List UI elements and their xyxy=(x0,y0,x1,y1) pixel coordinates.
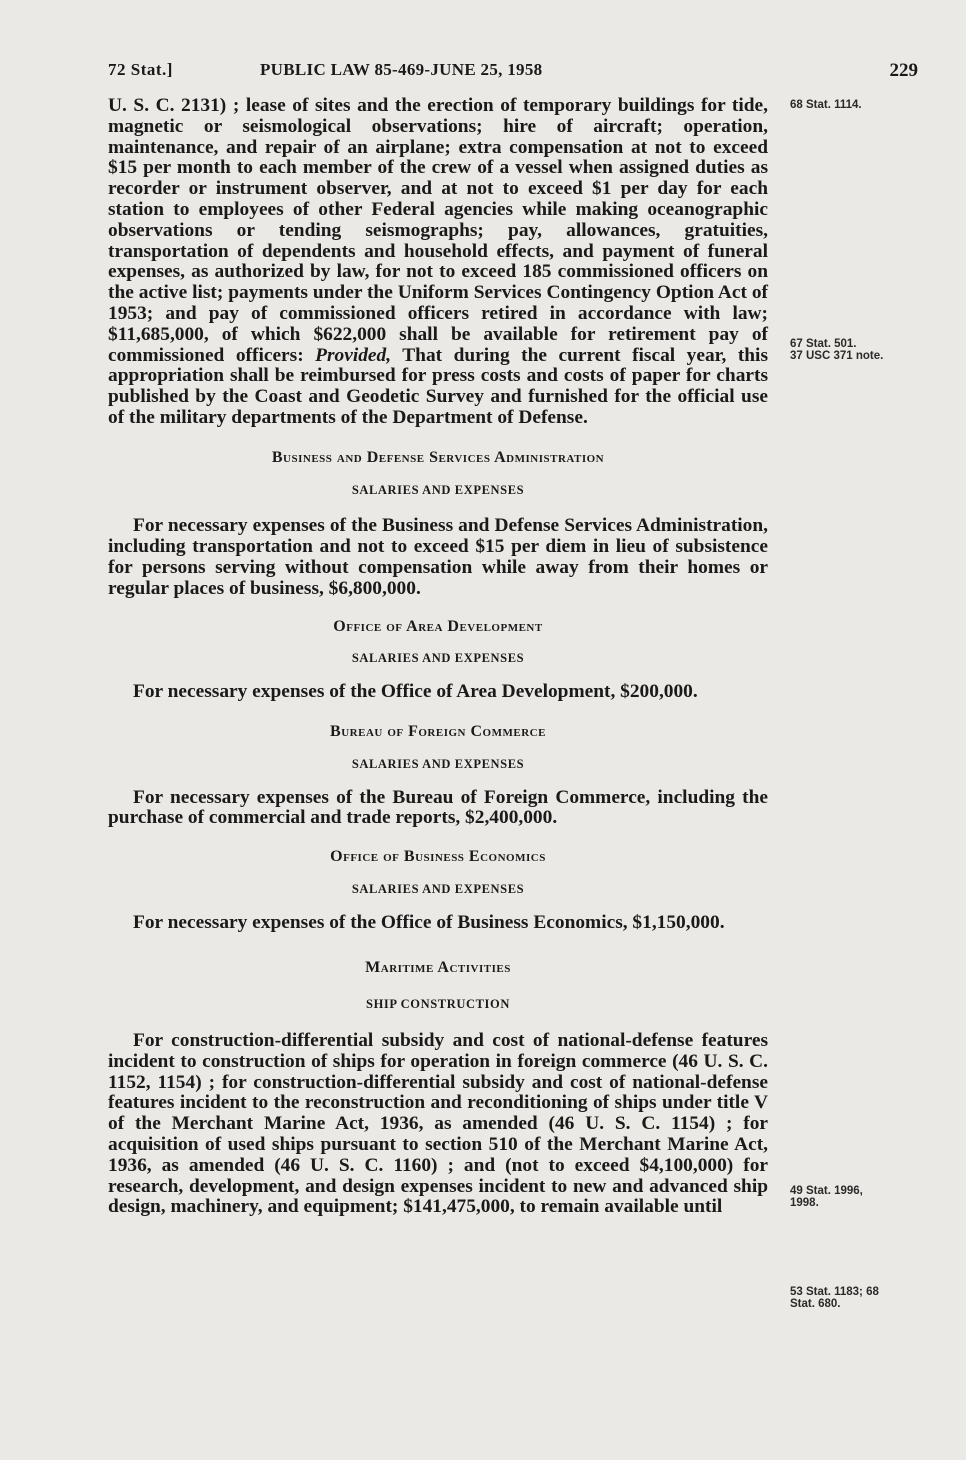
margin-note-53-stat-1183 xyxy=(790,1286,940,1310)
subheading-oad: SALARIES AND EXPENSES xyxy=(351,651,525,666)
margin-note-line: 1998. xyxy=(790,1197,819,1209)
margin-note-line: Stat. 680. xyxy=(790,1298,841,1310)
heading-oad: Office of Area Development xyxy=(333,617,543,635)
subheading-ship-construction: SHIP CONSTRUCTION xyxy=(366,997,510,1012)
paragraph-bfc: For necessary expenses of the Bureau of Foreign Commerce, including the purchase of commercial and trade reports, $2,400,000. xyxy=(108,786,768,829)
paragraph-oad: For necessary expenses of the Office of Area Development, $200,000. xyxy=(133,681,698,703)
page-number: 229 xyxy=(889,60,918,81)
running-head xyxy=(108,60,918,84)
margin-note-67-stat-501 xyxy=(790,338,940,362)
stat-volume: 72 Stat.] xyxy=(108,60,173,79)
margin-note-68-stat-1114 xyxy=(790,99,940,111)
heading-bdsa: Business and Defense Services Administration xyxy=(271,448,605,466)
subheading-bfc: SALARIES AND EXPENSES xyxy=(351,756,525,771)
heading-bfc: Bureau of Foreign Commerce xyxy=(330,722,546,740)
paragraph-coast-survey-part2: That during the current fiscal year, this appropriation shall be reimbursed for press costs and costs of paper for charts published by the Coast and Geodetic Survey and furnished for the official use of the military departments of the Department of Defense. xyxy=(108,344,768,428)
paragraph-ship-construction: For construction-differential subsidy and cost of national-defense features incident to construction of ships for operation in foreign commerce (46 U. S. C. 1152, 1154) ; for construction-differential subsidy and cost of national-defense features incident to the reconstruction and reconditioning of ships under title V of the Merchant Marine Act, 1936, as amended (46 U. S. C. 1154) ; for acquisition of used ships pursuant to section 510 of the Merchant Marine Act, 1936, as amended (46 U. S. C. 1160) ; and (not to exceed $4,100,000) for research, development, and design expenses incident to new and advanced ship design, machinery, and equipment; $141,475,000, to remain available until xyxy=(108,1030,768,1218)
margin-note-49-stat-1996 xyxy=(790,1185,940,1209)
heading-obe: Office of Business Economics xyxy=(330,848,546,866)
paragraph-coast-survey xyxy=(108,96,768,429)
margin-note-line: 37 USC 371 note. xyxy=(790,350,884,362)
paragraph-obe: For necessary expenses of the Office of Business Economics, $1,150,000. xyxy=(133,911,725,933)
heading-maritime: Maritime Activities xyxy=(365,958,511,976)
paragraph-bdsa: For necessary expenses of the Business and Defense Services Administration, including transportation and not to exceed $15 per diem in lieu of subsistence for persons serving without compensation while away from their homes or regular places of business, $6,800,000. xyxy=(108,515,768,599)
subheading-obe: SALARIES AND EXPENSES xyxy=(351,881,525,896)
body-text xyxy=(108,96,768,1218)
public-law-title: PUBLIC LAW 85-469-JUNE 25, 1958 xyxy=(260,60,543,79)
margin-note-text: 68 Stat. 1114. xyxy=(790,99,862,111)
subheading-bdsa: SALARIES AND EXPENSES xyxy=(351,482,525,497)
provided-proviso: Provided, xyxy=(315,344,392,366)
margin-note-line: 67 Stat. 501. xyxy=(790,338,857,350)
paragraph-coast-survey-part1: U. S. C. 2131) ; lease of sites and the erection of temporary buildings for tide, magnetic or seismological observations; hire of aircraft; operation, maintenance, and repair of an airplane; extra compensation at not to exceed $15 per month to each member of the crew of a vessel when assigned duties as recorder or instrument observer, and at not to exceed $1 per day for each station to employees of other Federal agencies while making oceanographic observations or tending seismographs; pay, allowances, gratuities, transportation of dependents and household effects, and payment of funeral expenses, as authorized by law, for not to exceed 185 commissioned officers on the active list; payments under the Uniform Services Contingency Option Act of 1953; and pay of commissioned officers retired in accordance with law; $11,685,000, of which $622,000 shall be available for retirement pay of commissioned officers: xyxy=(108,95,768,366)
margin-note-line: 53 Stat. 1183; 68 xyxy=(790,1286,879,1298)
margin-note-line: 49 Stat. 1996, xyxy=(790,1185,863,1197)
